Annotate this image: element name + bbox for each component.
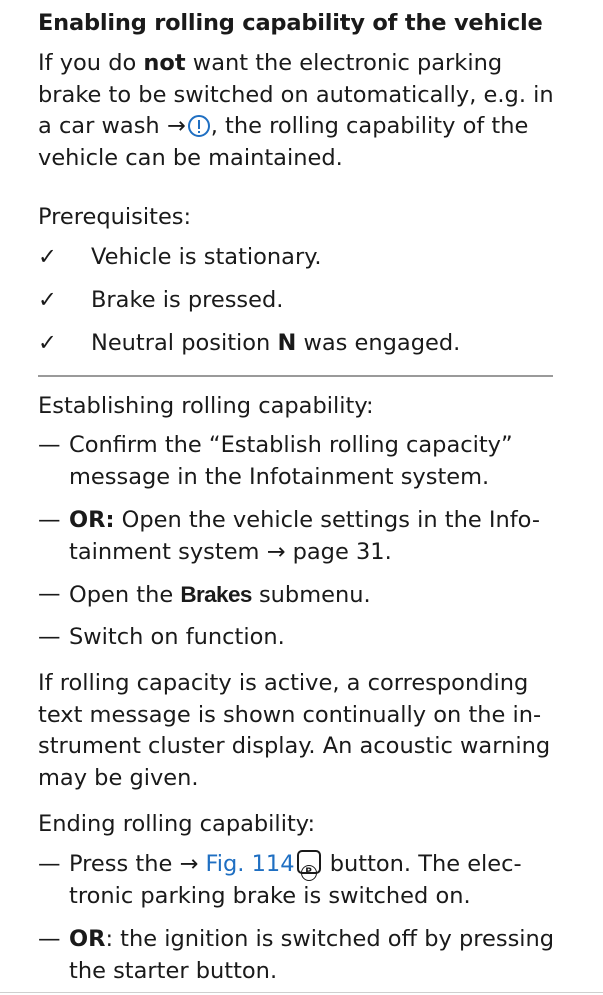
step-text: : the ignition is switched off by pressing xyxy=(105,926,555,952)
intro-text-2: want the electronic parking brake to be switched on automatically, e.g. in a car wash → xyxy=(38,50,554,139)
intro-paragraph xyxy=(38,48,563,174)
paragraph-line: text message is shown continually on the in- xyxy=(38,701,542,728)
rolling-active-paragraph xyxy=(38,668,563,794)
step-line xyxy=(69,924,559,956)
page-bottom-edge xyxy=(0,992,603,993)
dash-bullet: — xyxy=(38,851,61,877)
step-line[interactable]: tainment system → page 31. xyxy=(69,538,392,565)
dash-bullet: — xyxy=(38,581,61,607)
step-body xyxy=(69,924,559,987)
dash-bullet: — xyxy=(38,507,61,533)
step-body xyxy=(69,579,559,612)
intro-text-3: , the rolling capability of the vehicle can be maintained. xyxy=(38,113,529,171)
intro-text-1: If you do xyxy=(38,50,144,76)
section-divider xyxy=(38,375,553,377)
prerequisites-label: Prerequisites: xyxy=(38,204,192,230)
step-line xyxy=(69,505,559,537)
paragraph-line: may be given. xyxy=(38,764,199,791)
dash-bullet: — xyxy=(38,926,61,952)
step-body xyxy=(69,430,559,493)
step-line: the starter button. xyxy=(69,957,278,984)
step-text: Open the vehicle settings in the Info- xyxy=(114,507,540,533)
step-body xyxy=(69,622,559,654)
step-line: Confirm the “Establish rolling capacity” xyxy=(69,432,513,458)
step-body xyxy=(69,849,559,912)
prerequisite-text-pre: Neutral position xyxy=(91,330,278,356)
step-line xyxy=(69,579,559,612)
step-line: message in the Infotainment system. xyxy=(69,463,490,490)
or-label: OR: xyxy=(69,507,115,533)
section-heading: Enabling rolling capability of the vehicle xyxy=(38,10,543,36)
prerequisite-text-post: was engaged. xyxy=(296,330,461,356)
step-line: Switch on function. xyxy=(69,624,285,650)
brakes-menu-label: Brakes xyxy=(180,582,252,607)
prerequisite-text: Brake is pressed. xyxy=(91,287,284,313)
checkmark-icon: ✓ xyxy=(38,287,57,313)
parking-brake-button-icon: P xyxy=(297,850,321,874)
ending-label: Ending rolling capability: xyxy=(38,811,316,837)
establishing-label: Establishing rolling capability: xyxy=(38,393,374,419)
step-line: tronic parking brake is switched on. xyxy=(69,882,471,909)
checkmark-icon: ✓ xyxy=(38,330,57,356)
dash-bullet: — xyxy=(38,432,61,458)
dash-bullet: — xyxy=(38,624,61,650)
step-text: Press the → xyxy=(69,851,206,877)
checkmark-icon: ✓ xyxy=(38,244,57,270)
intro-bold-not: not xyxy=(143,50,186,76)
prerequisite-text xyxy=(91,330,460,356)
step-line xyxy=(69,849,559,881)
step-body xyxy=(69,505,559,568)
paragraph-line: strument cluster display. An acoustic warning xyxy=(38,733,551,759)
or-label: OR xyxy=(69,926,106,952)
step-text: submenu. xyxy=(251,582,371,608)
neutral-position-letter: N xyxy=(277,330,297,356)
step-text: Open the xyxy=(69,582,181,608)
caution-info-icon[interactable] xyxy=(188,115,210,137)
figure-link[interactable]: Fig. 114 xyxy=(205,851,295,877)
prerequisite-text: Vehicle is stationary. xyxy=(91,244,322,270)
step-text: button. The elec- xyxy=(322,851,522,877)
paragraph-line: If rolling capacity is active, a corresponding xyxy=(38,670,529,696)
